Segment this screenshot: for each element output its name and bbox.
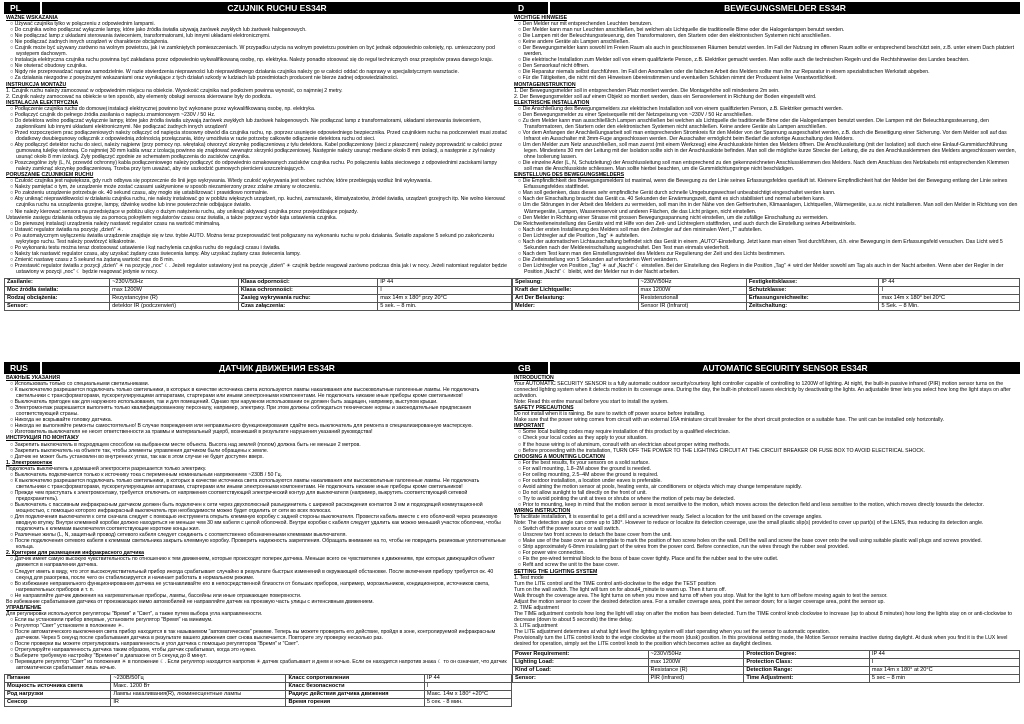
list-item: ○ Make use of the base cover as a template to mark the position of two screw holes on the wall. Drill the wall and screw the base cover onto the wall using suitable plastic wall plugs and screws provided.: [514, 538, 1018, 544]
list-item: ○ Try to avoid pointing the unit at trees or shrubs or where the motion of pets may be detected.: [514, 496, 1018, 502]
spec-value: 5 sek. – 8 min.: [378, 303, 512, 311]
paragraph: The LITE adjustment determines at what light level the lighting system will start operating when you set the sensor to automatic operation.: [514, 628, 831, 635]
spec-label: Czas załączenia:: [238, 303, 377, 311]
spec-value: Resistenzionall: [638, 295, 746, 303]
section-ru: [4, 362, 512, 722]
list-item: ○ Czułość czujnika jest największa, gdy ruch odbywa się poprzecznie do linii jego wykrywania. Wtedy czułość wykrywania jest wobec ruchów, które przebiegają wzdłuż linii wykrywania.: [6, 178, 510, 184]
list-item: ○ Przestawić regulator światła z pozycji „dzień” ☀ na pozycję „noc” ☾. Jeżeli regulator ustawiony jest na pozycję „dzień” ☀ czujnik będzie reagował zarówno podczas dnia jak i w nocy. Jeżeli natomiast regulator będzie ustawiony w pozycji „noc” ☾ będzie reagować jedynie w nocy.: [6, 263, 510, 275]
spec-label: Zasięg wykrywania ruchu:: [238, 295, 377, 303]
spec-label: Schutzklasse:: [746, 287, 879, 295]
section-heading: PORUSZANIE CZUJNIKIEM RUCHU: [6, 172, 94, 179]
spec-table: [4, 674, 512, 707]
list-item: ○ Nach der automatischen Lichtausschaltung befindet sich das Gerät in einem „AUTO”-Einstellung. Jetzt kann man einen Test durchführen, d.h. eine Bewegung in dem Erfassungsfeld versuchen. Das Licht wird 5 Sekunden nach der Meldereinschaltung ausgeschaltet. Den Test man einmals wiederholt.: [514, 239, 1018, 251]
section-heading: 1. Электромонтаж: [6, 459, 53, 466]
spec-value: I: [879, 287, 1020, 295]
spec-value: IR: [111, 699, 286, 707]
list-item: ○ Die Zeiteinstellung von 5 Sekunden auf erforderten Wert verändern.: [514, 257, 1018, 263]
spec-label: Мощность источника света: [5, 683, 111, 691]
list-item: ○ Prior to mounting, keep in mind that the motion sensor is most sensitive to the motion, which moves across the detection field and less sensitive to the motion, which moves directly towards the detector.: [514, 502, 1018, 508]
section-heading: INSTRUKCJA MONTAŻU: [6, 81, 67, 88]
list-item: ○ Закрепить выключатель на объекте так, чтобы элементы управления датчиком были обращены к земле.: [6, 448, 510, 454]
spec-value: max 14m x 180° at 20°C: [869, 667, 1019, 675]
paragraph: Turn the LITE control and the TIME control anti-clockwise to the edge the TEST position: [514, 580, 716, 587]
spec-value: Sensor IR (Infrarot): [638, 303, 746, 311]
section-title: ДАТЧИК ДВИЖЕНИЯ ES34R: [219, 363, 335, 373]
spec-value: I: [424, 683, 511, 691]
list-item: ○ Ustawić regulator światła na pozycję „dzień” ☀.: [6, 227, 510, 233]
list-item: ○ Nie podłączać żadnych innych urządzeń w charakterze obciążenia.: [6, 39, 510, 45]
list-item: ○ Die Lampen mit der Beleuchtungssteuerung, den Transformatoren, den Startern oder den elektronischen Systemen nicht anschließen.: [514, 33, 1018, 39]
list-item: ○ Aby uniknąć nieprawidłowości w działaniu czujnika ruchu, nie należy instalować go w pobliżu większych urządzeń, np. kuchni, zamrażarek, klimatyzatorów, źródeł światła, urządzeń grzejnych itp. Nie wolno kierować czujnika ruchu na urządzenia grzejne, lampy, dźwinkę wodne lub inne powierzchnie odbijające światło.: [6, 196, 510, 208]
list-item: ○ Vor dem Anfangen der Anschließungsarbeit soll man entsprechenden Stromkreis für den Melder von der Spannung ausgeschaltet werden, z.B. durch die Beseitigung einer Sicherung. Vor dem Melder soll auf das Infrarot ein Ausschalter mit 3mm-Fuge angeschlossen werden. Der Ausschalter ermöglicht beim Bedarf die sofortige Ausschaltung des Melders.: [514, 130, 1018, 142]
paragraph: 2. TIME adjustment: [514, 604, 559, 611]
list-item: ○ Выключатель с пассивным инфракрасным датчиком должен быть подключен к сети через двухполюсный разъединитель с шириной расхождения контактов 3 мм и подходящей коммутационной мощностью, с помощью которого инфракрасный выключатель при необходимости можно будет отделить от сети во всех полюсах.: [6, 502, 510, 514]
spec-value: max 14m x 180° bei 20°C: [879, 295, 1020, 303]
spec-label: Класс безопасности: [286, 683, 424, 691]
spec-value: ~230V/50Hz: [110, 279, 239, 287]
paragraph: Walk through the coverage area. The light turns on when you move and turns off when you stop. Wait for the light to turn off before moving again to test the sensor.: [514, 592, 888, 599]
list-item: ○ Czujnik może być używany zarówno na wolnym powietrzu, jak i w zamkniętych pomieszczeniach. W przypadku użycia na wolnym powietrzu powinien on być jednak odpowiednio osłonięty, np. umieszczony pod występem dachowym.: [6, 45, 510, 57]
paragraph: 1. Test mode: [514, 574, 544, 581]
paragraph: Для регулировки используются регуляторы "Время" и "Свет", а также путем выбора угла направленности.: [6, 610, 263, 617]
spec-label: Klasa ochronności:: [238, 287, 377, 295]
list-item: ○ Закрепить выключатель в подходящем способом на выбранном месте объекта. Высота над землей (полом) должна быть не меньше 2 метров.: [6, 442, 510, 448]
list-item: ○ Выберите требуемую настройку "Времени" в диапазоне от 5 секунд до 8 минут.: [6, 653, 510, 659]
list-item: ○ Do pierwszej instalacji urządzenia należy nastawić regulator czasu na wartość minimalną.: [6, 221, 510, 227]
list-item: ○ Следует иметь в виду, что этот высокочувствительный прибор иногда срабатывает случайно в результате быстрых изменений в окружающей обстановке. После включения прибору требуется ок. 40 секунд для разогрева, после чего он стабилизируется и начинает работать в нормальном режиме.: [6, 569, 510, 581]
section-heading: WAŻNE WSKAZANIA: [6, 15, 58, 21]
list-item: ○ Za działania niezgodne z powyższymi wskazaniami oraz wynikające z tych działań szkody w ludziach lub przedmiotach producent nie bierze żadnej odpowiedzialności.: [6, 75, 510, 81]
list-item: ○ Датчик не может быть установлен во внутренних углах, так как в этом случае не будет доступен вверх.: [6, 454, 510, 460]
section-heading: SAFETY PRECAUTIONS: [514, 405, 574, 412]
section-heading: 2. Критерии для размещения инфракрасного датчика: [6, 550, 144, 557]
list-item: ○ Należy tak nastawić regulator czasu, aby uzyskać żądany czas świecenia lampy. Aby uzyskać żądany czas świecenia lampy.: [6, 251, 510, 257]
list-item: ○ If the house wiring is of aluminum, consult with an electrician about proper wiring methods.: [514, 442, 1018, 448]
list-item: ○ Den Sensorkauf nicht öffnen.: [514, 63, 1018, 69]
list-item: ○ Изготовитель выключателя не несет ответственности за травмы и материальный ущерб, возникший в результате нарушения указаний руководства!: [6, 429, 510, 435]
section-body: [512, 374, 1020, 647]
section-heading: EINSTELLUNG DES BEWEGUNGSMELDERS: [514, 172, 625, 179]
section-gb: [512, 362, 1020, 722]
section-header: [4, 362, 512, 374]
section-heading: WIRING INSTRUCTION: [514, 508, 571, 515]
list-item: ○ Switch off the power source or wall switch.: [514, 526, 1018, 532]
spec-label: Род нагрузки: [5, 691, 111, 699]
list-item: ○ Die elektrische Installation zum Melder soll von einem qualifizierte Person, z.B. Elektriker gemacht werden. Man sollte auch die technischen Regeln und die Rechtshinweise des Landes beachten.: [514, 57, 1018, 63]
spec-label: Sensor:: [513, 675, 649, 683]
spec-label: Erfassungsreichweite:: [746, 295, 879, 303]
section-body: [4, 374, 512, 671]
spec-label: Класс сопротивления: [286, 675, 424, 683]
paragraph: Provisionally turn the LITE control knob to the edge clockwise at the moon (dusk) position. In this provisional setting mode, the Motion Sensor remains inactive during daylight. At dusk when you find it is the LUX level desired for operation, simply set the LITE control knob to the position which becomes active as daylight declines.: [514, 635, 1008, 648]
spec-label: Lighting Load:: [513, 659, 649, 667]
list-item: ○ Po założeniu urządzenie potrzebuje ok. 40 sekund czasu, aby mogło się ustabilizować i prawidłowo normalnie.: [6, 190, 510, 196]
spec-value: ~230V/50Hz: [638, 279, 746, 287]
paragraph: Turn on the wall switch. The light will turn on for about4_minute to warm up. Then it turns off.: [514, 586, 727, 593]
spec-value: Лампы накаливания(R), люминесцентные лампы: [111, 691, 286, 699]
list-item: ○ Die einzelne Ader (L, N, Schutzleitung) der Anschlussleitung soll man entsprechend zu den gekennzeichneten Anschlussklemmen des Melders. Nach dem Anschluss des Netzkabels mit entsprechenden Klemmen soll man die Anschlusskiste schliessen. Man sollte hierbei beachten, um die Gummidichtungsringe nicht beschädigen.: [514, 160, 1018, 172]
list-item: ○ Po automatycznym wyłączeniu światła urządzenie znajduje się w tzw. trybie AUTO. Można teraz przeprowadzić test poligazany na wykonaniu ruchu w polu działania. Światło zapalone 5 sekund po zakończeniu wykrytego ruchu. Test należy powtórzyć kilkakrotnie.: [6, 233, 510, 245]
section-heading: MONTAGEINSTRUKTION: [514, 81, 576, 88]
paragraph: Adjust the motion sensor to cover the desired detection area. For a smaller coverage area, point the sensor down; for a larger coverage area, point the sensor up.: [514, 598, 885, 605]
list-item: ○ Den Lichtregler auf die Position „Tag” ☀ aufstellen.: [514, 233, 1018, 239]
list-item: ○ Należy pamiętać o tym, że urządzenie może zostać czasami uaktywnione w sposób niezamierzony przez zdalne zmiany w otoczeniu.: [6, 184, 510, 190]
section-heading: ИНСТРУКЦИЯ ПО МОНТАЖУ: [6, 435, 79, 442]
list-item: ○ Um die Störungen in der Arbeit des Melders zu vermeiden, soll man ihn in der Nähe von den Gefriertruhen, Klimaanlagen, Lichtquellen, Wärmegeräte, u.s.w. nicht installieren. Man soll den Melder in Richtung von den Wärmegeräte, Lampen, Wasserreservoir und anderen Flächen, die das Licht prägen, nicht einstellen.: [514, 202, 1018, 214]
spec-label: Zasilanie:: [5, 279, 110, 287]
list-item: ○ Отрегулируйте направленность датчика таким образом, чтобы датчик срабатывал, когда это нужно.: [6, 647, 510, 653]
spec-label: Protection Class:: [744, 659, 870, 667]
list-item: ○ Использовать только со специальными светильниками.: [6, 381, 510, 387]
spec-row: [5, 691, 512, 699]
spec-value: IP 44: [378, 279, 512, 287]
section-body: [4, 14, 512, 275]
list-item: ○ После подключения сетевого кабеля к клеммам светильника закрыть клеммную коробку. Проверить надежность закрепления. Обращать внимание на то, чтобы не повредить резиновые уплотнительные кольца.: [6, 538, 510, 550]
list-item: ○ Nie należy kierować sensora na przedsiężące w pobliżu ulicy o dużym natężeniu ruchu, aby uniknąć aktywacji czujnika przez przejeżdżające pojazdy.: [6, 209, 510, 215]
paragraph: Die Reichweiteneinstellung des Geräts wird mit Hilfe von den Zeit- und Lichtreglern stattfinden, und auch durch die Einstellung seines Arbeitswinkels.: [514, 220, 856, 227]
paragraph: 2. Der Bewegungsmelder soll auf einem Objekt so montiert werden, dass ein Sensorelement in Richtung der Boden eingestellt wird.: [514, 93, 817, 100]
spec-value: max 14m x 180° przy 20°C: [378, 295, 512, 303]
section-heading: INSTALACJA ELEKTRYCZNA: [6, 99, 79, 106]
list-item: ○ Nach der ersten Installierung des Melders soll man den Zeitregler auf den minimalen Wert „T” aufstellen.: [514, 227, 1018, 233]
spec-row: [513, 651, 1020, 659]
section-title: AUTOMATIC SECIURITY SENSOR ES34R: [702, 363, 868, 373]
spec-value: ~230V/50Hz: [648, 651, 744, 659]
section-heading: УПРАВЛЕНИЕ: [6, 604, 42, 611]
list-item: ○ Для подключения выключателя к сети сначала следует с помощью инструмента открыть клеммную коробку с задней стороны выключателя. Провести кабель вместе с его оболочкой через резиновую вводную втулку. Внутри клеммной коробки должно находиться не меньше чем 30 мм кабеля с целой оболочкой. Внутри коробки с кабеля следует удалить как можно меньший участок оболочки, чтобы подключить к клеммам выключателя соответствующие короткие концы жил.: [6, 514, 510, 532]
spec-label: Klasa odporności:: [238, 279, 377, 287]
list-item: ○ Различные жилы (L, N, защитный провод) сетевого кабеля следует соединить с соответственно обозначенными клеммами выключателя.: [6, 532, 510, 538]
spec-row: [513, 659, 1020, 667]
spec-value: Resistance (R): [648, 667, 744, 675]
list-item: ○ Używać czujnika tylko w połączeniu z odpowiednim lampami.: [6, 21, 510, 27]
list-item: ○ Der Bewegungsmelder kann sowohl im Freien Raum als auch in geschlossenen Räumen benutzt werden. Im Fall der Nutzung im offenen Raum sollte er entsprechend beschützt sein, z.B. unter einem Dach platziert werden.: [514, 45, 1018, 57]
paragraph: Note: The detection angle can come up to 180°. However to reduce or localize its detection coverage, use the small plastic slip(s) provided to cover up part(s) of the LENS, thus reducing its detection angle.: [514, 520, 984, 527]
paragraph: 2. Czujnik należy zamocować na obiekcie w ten sposób, aby elementy obsługi sensora skierowane były do podłoża.: [6, 93, 272, 100]
spec-label: Kraft der Lichtquelle:: [513, 287, 639, 295]
section-header: [4, 2, 512, 14]
spec-value: PIR (infrared): [648, 675, 744, 683]
paragraph: Note: Read this entire manual before you start to install the system.: [514, 399, 669, 406]
spec-row: [5, 675, 512, 683]
list-item: ○ Nigdy nie przeprowadzać napraw samodzielnie. W razie stwierdzenia nieprawności lub nieprawidłowego działania czujnika należy go w całości oddać do naprawy w specjalistycznym warsztacie.: [6, 69, 510, 75]
spec-value: I: [869, 659, 1019, 667]
section-heading: ELEKTRISCHE INSTALLATION: [514, 99, 590, 106]
section-title: BEWEGUNGSMELDER ES34R: [724, 3, 846, 13]
section-heading: SETTING THE LIGHTING SYSTEM: [514, 568, 598, 575]
spec-table: [512, 650, 1020, 683]
list-item: ○ Die Reparatur niemals selbst durchführen. Im Fall den Anomalien oder die falschen Arbeit des Melders sollte man ihn zur Reparatur in einem spezialistischen Werkstatt abgeben.: [514, 69, 1018, 75]
language-code: PL: [4, 2, 42, 14]
list-item: ○ Podłączyć czujnik do pełnego źródła zasilania o napięciu znamionowym ~230V / 50 Hz.: [6, 112, 510, 118]
section-heading: CHOOSING A MOUNTING LOCATION: [514, 453, 605, 460]
spec-row: [513, 667, 1020, 675]
list-item: ○ Zmienić nastawę czasu z 5 sekund na żądaną wartość max do 8 min.: [6, 257, 510, 263]
list-item: ○ Die Empfindlichkeit des Bewegungsmelders ist maximal, wenn die Bewegung zu der Linie seines Erfassungsfeldes querläuft ist. Kleinere Empfindlichkeit hat der Melder bei der Bewegung entlang der Linie seines Erfassungsfeldes stattfindet.: [514, 178, 1018, 190]
spec-value: 5 sec – 8 min: [869, 675, 1019, 683]
spec-row: [5, 699, 512, 707]
list-item: ○ Do czujnika wolno podłączać wyłącznie lampy, które jako źródła światła używają żarówek zwykłych lub żarówek halogenowych.: [6, 27, 510, 33]
list-item: ○ Никогда не вскрывайте головку датчика.: [6, 417, 510, 423]
list-item: ○ Если вы установили прибор впервые, установите регулятор "Время" на минимум.: [6, 617, 510, 623]
spec-label: Sensor:: [5, 303, 110, 311]
spec-label: Питание: [5, 675, 111, 683]
list-item: ○ После проверки вы можете отрегулировать направленность и угол датчика с помощью регуляторов "Время" и "Свет".: [6, 641, 510, 647]
spec-row: [513, 675, 1020, 683]
paragraph: To facilitate installation, it is essential to get a drill and a screwdriver ready. Select a location for the unit based on the coverage angles.: [514, 514, 823, 521]
section-header: [512, 2, 1020, 14]
language-code: GB: [512, 362, 550, 374]
list-item: ○ Den Melder nur mit entsprechenden Leuchten benutzen.: [514, 21, 1018, 27]
spec-label: Art Der Belastung:: [513, 295, 639, 303]
list-item: ○ Unscrew two front screws to detach the base cover from the unit.: [514, 532, 1018, 538]
list-item: ○ Электромонтаж разрешается выполнять только квалифицированному персоналу, например, электрику. При этом должны соблюдаться технические нормы и законодательные предписания соответствующей страны.: [6, 405, 510, 417]
list-item: ○ Den Melder in Richtung einer Strasse mit grossen Bewegungsspannung nicht einstellen, um die zufällige Einschaltung zu vermeiden.: [514, 215, 1018, 221]
spec-table: [512, 278, 1020, 311]
spec-value: 5 Sek. – 8 Min.: [879, 303, 1020, 311]
list-item: ○ Во избежание неправильного функционирования датчика не устанавливайте его в непосредственной близости от больших приборов, например, морозильников, кондиционеров, источников света, нагревательных приборов и т. п.: [6, 581, 510, 593]
list-item: ○ Zu dem Melder kann man ausschließlich Lampen anschließen bei welchen als Lichtquelle die traditionelle Birne oder die Halogenlampen benutzt werden. Die Lampen mit der Beleuchtungssteuerung, den Transformatoren, den Startern oder den elektronischen Systemen nicht anschließen. Keine andere Geräte als Lampen anschließen.: [514, 118, 1018, 130]
list-item: ○ Poszczególne żyły (L, N, przewód ochronny) kabla podłączeniowego należy podłączyć do odpowiednio oznakowanych zacisków czujnika ruchu. Po połączeniu kabla sieciowego z odpowiednimi zaciskami lampy należy zamknąć skrzynkę podłączeniową. Trzeba przy tym uważać, aby nie uszkodzić gumowych pierścieni uszczelniających.: [6, 160, 510, 172]
paragraph: Подключать выключатель к домашней электросети разрешается только электрику.: [6, 465, 207, 472]
spec-row: [5, 683, 512, 691]
list-item: ○ Check your local codes as they apply to your situation.: [514, 435, 1018, 441]
list-item: ○ Датчик имеет самую высокую чувствительность по отношению к тем движениям, которые происходят поперек датчика. Меньше всего он чувствителен к движениям, при которых движущийся объект движется в направлении датчика.: [6, 556, 510, 568]
spec-row: [5, 279, 512, 287]
paragraph: Do not install when it is raining. Be sure to switch off power source before installing.: [514, 411, 706, 418]
spec-label: Время горения: [286, 699, 424, 707]
list-item: ○ Nach dem Test kann man den Einstellungswinkel des Melders zur Regulierung der Zeit und des Lichts bestimmen.: [514, 251, 1018, 257]
list-item: ○ Nie podłączać lamp z układami sterowania świeceniem, transformatorami, lub innymi układami elektronicznymi.: [6, 33, 510, 39]
list-item: ○ Keine andere Geräte als Lampen anschließen.: [514, 39, 1018, 45]
section-heading: WICHTIGE HINWEISE: [514, 15, 568, 21]
paragraph: Your AUTOMATIC SECURITY SENSOR is a fully automatic outdoor security/courtesy light controller capable of controlling to 1200W of lighting. At night, the built-in passive infrared (PIR) motion sensor turns on the connected lighting system when it detects motion in its coverage area. During the day, the built-in photocell saves electricity by deactivating the lights. An adjustable timer lets you select how long the light stays on after activation.: [514, 381, 1011, 400]
spec-label: Сенсор: [5, 699, 111, 707]
list-item: ○ For wall mounting, 1.8–2M above the ground is needed.: [514, 466, 1018, 472]
paragraph: Ustawienie zasięgu działania odbywa się za pomocą pokrętłem regulatorów czasu oraz światła, a także poprzez wybór kąta ustawienia czujnika.: [6, 214, 338, 221]
list-item: ○ Instalacja elektryczna czujnika ruchu powinna być zakładana przez odpowiednio wykwalifikowaną osobę, np. elektryka. Należy ponadto stosować się do reguł technicznych oraz przepisów prawa danego kraju.: [6, 57, 510, 63]
section-de: [512, 2, 1020, 360]
spec-label: Festigkeitsklasse:: [746, 279, 879, 287]
list-item: ○ Die Anschließung des Bewegungsmelders zur elektrischen Installation soll von einem qualifizierten Person, z.B. Elektriker gemacht werden.: [514, 106, 1018, 112]
spec-label: Радиус действия датчика движения: [286, 691, 424, 699]
spec-value: IP 44: [424, 675, 511, 683]
list-item: ○ Der Melder kann man nur Leuchten anschließen, bei welchen als Lichtquelle die traditionelle Birne oder die Halogenlampen benutzt werden.: [514, 27, 1018, 33]
spec-row: [5, 295, 512, 303]
list-item: ○ К выключателю разрешается подключать только светильники, в которых в качестве источника света используются лампы накаливания или высоковольтные галогенные лампы. Не подключать светильники с трансформаторами, пускорегулирующими аппаратами, стартерами или иными электронными компонентами. Не подключать никакие иные приборы кроме светильников!: [6, 387, 510, 399]
section-heading: IMPORTANT: [514, 423, 545, 430]
list-item: ○ После автоматического выключения света прибор находится в так называемом "автоматическом" режиме. Теперь вы можете проверить его действие, пройдя в зоне, контролируемой инфракрасным датчиком. Через 5 секунд после срабатывания датчика в результате вашего движения свет снова выключается. Повторите эту проверку несколько раз.: [6, 629, 510, 641]
list-item: ○ Выключатель подключается только к источнику тока с переменным номинальным напряжением ~230В / 50 Гц.: [6, 472, 510, 478]
spec-label: Speisung:: [513, 279, 639, 287]
list-item: ○ Refit and screw the unit to the base cover.: [514, 562, 1018, 568]
spec-label: Melder:: [513, 303, 639, 311]
section-title: CZUJNIK RUCHU ES34R: [227, 3, 327, 13]
list-item: ○ Man soll gedenken, dass dieses sehr empfindliche Gerät durch schnelle Umgebungswechsel unbeabsichtigt eingeschaltet werden kann.: [514, 190, 1018, 196]
language-code: RUS: [4, 362, 42, 374]
list-item: ○ Регулятор "Свет" установите в положение ☀.: [6, 623, 510, 629]
list-item: ○ Fix the pre-wired terminal block to the boss of base cover tightly. Place and fix the rubber seal to the wire outlet.: [514, 556, 1018, 562]
list-item: ○ Nach der Einschaltung braucht das Gerät ca. 40 Sekunden der Erwärmungszeit, damit es sich stabilisiert und normal arbeiten kann.: [514, 196, 1018, 202]
section-pl: [4, 2, 512, 360]
spec-value: detektor IR (podczerwień): [110, 303, 239, 311]
spec-row: [5, 303, 512, 311]
list-item: ○ For the best results, fix your sensors on a solid surface.: [514, 460, 1018, 466]
spec-label: Kind of Load:: [513, 667, 649, 675]
paragraph: 1. Der Bewegungsmelder soll in entsprechenden Platz montiert werden. Die Montagehöhe soll mindestens 2m sein.: [514, 87, 780, 94]
list-item: ○ Do detektora wolno podłączać wyłącznie lampy, które jako źródła światła używają żarówek zwykłych lub żarówek halogenowych. Nie podłączać lamp z transformatorami, układami sterowania świeceniem, zapłonnikami lub innymi układami elektronicznymi. Nie podłączać żadnych innych urządzeń!: [6, 118, 510, 130]
list-item: ○ Den Bewegungsmelder zu einer Speisequelle mit der Netzspeisung von ~230V / 50 Hz anschließen.: [514, 112, 1018, 118]
spec-value: IP 44: [879, 279, 1020, 287]
spec-value: I: [378, 287, 512, 295]
list-item: ○ Не направляйте датчик движения на нагревательные приборы, лампы, бассейны или иные отражающие поверхности.: [6, 593, 510, 599]
list-item: ○ Przed rozpoczęciem prac podłączeniowych należy odłączyć od napięcia stosowny obwód dla czujnika ruchu, np. poprzez usunięcie odpowiedniego bezpiecznika. Przed czujnikiem ruchu na podczerwień musi zostać dodatkowy dwubiegunowy odłącznik z odpowiednią zdolnością przełączania, który umożliwia w razie potrzeby całkowite odłączenie detektora ruchu od sieci.: [6, 130, 510, 142]
list-item: ○ Before proceeding with the installation, TURN OFF THE POWER TO THE LIGHTING CIRCUIT AT THE CIRCUIT BREAKER OR FUSE BOX TO AVOID ELECTRICAL SHOCK.: [514, 448, 1018, 454]
spec-value: Макс. 1200 Вт: [111, 683, 286, 691]
spec-row: [513, 303, 1020, 311]
section-heading: INTRODUCTION: [514, 375, 554, 381]
spec-value: Макс. 14м x 180° +20°C: [424, 691, 511, 699]
list-item: ○ Podłączenie czujnika ruchu do domowej instalacji elektrycznej powinno być wykonane przez wykwalifikowaną osobę, np. elektryka.: [6, 106, 510, 112]
spec-value: ~230В/50Гц: [111, 675, 286, 683]
list-item: ○ Po wykonaniu testu można teraz dostosować ustawienie i kąt nachylenia czujnika ruchu do regulacji czasu i światła.: [6, 245, 510, 251]
spec-row: [5, 287, 512, 295]
paragraph: 1. Czujnik ruchu należy zamocować w odpowiednim miejscu na obiekcie. Wysokość czujnika nad podłożem powinna wynosić, co najmniej 2 metry.: [6, 87, 343, 94]
paragraph: The TIME adjustment controls how long the light will stay on after the motion has been detected. Turn the TIME control knob clockwise to increase (up to about 8 minutes) how long the lights stay on or anti-clockwise to decrease (down to about 5 seconds) the time delay.: [514, 610, 1013, 623]
spec-label: Protection Degree:: [744, 651, 870, 659]
spec-value: IP 44: [869, 651, 1019, 659]
list-item: ○ Переведите регулятор "Свет" из положения ☀ в положение ☾. Если регулятор находится напротив ☀ датчик срабатывает и днем и ночью. Если он находится напротив знака ☾ то он означает, что датчик автоматически срабатывает лишь ночью.: [6, 659, 510, 671]
paragraph: Make sure that the power wiring comes from circuit with an external 16A miniature circuit breaker for the short circuit protection or a suitable fuse. The unit can be installed only horizontally.: [514, 417, 944, 424]
list-item: ○ Für die Tätigkeiten, die nicht mit den Hinweisen übereinstimmen und eventuellen Schäden nimmt der Produzent keine Verantwortlichkeit.: [514, 75, 1018, 81]
list-item: ○ For ceiling mounting, 2.5–4M above the ground is required.: [514, 472, 1018, 478]
paragraph: Во избежание срабатывания датчика от проезжающих мимо автомобилей не направляйте датчик на проезжую часть улицы с интенсивным движением.: [6, 598, 374, 605]
spec-value: Rezystancyjne (R): [110, 295, 239, 303]
spec-row: [513, 287, 1020, 295]
list-item: ○ For power wire connection.: [514, 550, 1018, 556]
list-item: ○ Avoid aiming the motion sensor at pools, heating vents, air conditioners or objects which may change temperature rapidly.: [514, 484, 1018, 490]
list-item: ○ Выключатель пригоден как для наружного использования, так и для помещений. Однако при наружном использовании он должен быть защищен, например, выступом крыши.: [6, 399, 510, 405]
spec-value: max 1200W: [638, 287, 746, 295]
list-item: ○ Some local building codes may require installation of this product by a qualified electrician.: [514, 429, 1018, 435]
spec-value: 5 сек. - 8 мин.: [424, 699, 511, 707]
spec-label: Detection Range:: [744, 667, 870, 675]
spec-row: [513, 279, 1020, 287]
list-item: ○ Strip approximately 6-8mm insulating part of the wires from the power cord. Before connection, run the wires through the rubber seal provided.: [514, 544, 1018, 550]
section-heading: ВАЖНЫЕ УКАЗАНИЯ: [6, 375, 60, 381]
section-body: [512, 14, 1020, 275]
spec-label: Moc źródła światła:: [5, 287, 110, 295]
list-item: ○ Aby podłączyć detektor ruchu do sieci, należy najpierw (przy pomocy np. wkrętaka) otworzyć skrzynkę podłączeniową z tyłu detektora. Kabel podłączeniowy (sieci z płaszczem) należy poprowadzić w całości przez gumowaną tulejkę wlotową. Co najmniej 30 mm kabla wraz z izolacją powinno się znajdować wewnątrz skrzynki podłączeniowej. Następnie należy usunąć mediane około 8 mm izolacji, a następnie z żył należy usunąć około 8 mm izolacji. Żyły podłączyć zgodnie ze schematem podłączenia do zacisków czujnika.: [6, 142, 510, 160]
paragraph: 3. LITE adjustment: [514, 622, 558, 629]
list-item: ○ Nie otwierać obudowy czujnika.: [6, 63, 510, 69]
spec-label: Zeitschaltung:: [746, 303, 879, 311]
spec-label: Rodzaj obciążenia:: [5, 295, 110, 303]
list-item: ○ For outdoor installation, a location under eaves is preferable.: [514, 478, 1018, 484]
list-item: ○ Do not allow sunlight to fall directly on the front of unit.: [514, 490, 1018, 496]
spec-value: max 1200W: [110, 287, 239, 295]
spec-row: [513, 295, 1020, 303]
list-item: ○ Никогда не выполняйте ремонты самостоятельно! В случае повреждения или неправильного функционирования сдайте весь выключатель для ремонта в специализированную мастерскую.: [6, 423, 510, 429]
spec-value: max 1200W: [648, 659, 744, 667]
spec-table: [4, 278, 512, 311]
spec-label: Power Requirement:: [513, 651, 649, 659]
language-code: D: [512, 2, 550, 14]
list-item: ○ Den Lichtregler von Position „Tag” ☀ auf „Nacht” ☾ einstellen. Bei der Einstellung des Reglers in die Position „Tag” ☀ wird der Melder sowohl am Tag als auch in der Nacht arbeiten. Wenn aber der Regler in der Position „Nacht” ☾ bleibt, wird der Melder nur in der Nacht arbeiten.: [514, 263, 1018, 275]
list-item: ○ К выключателю разрешается подключать только светильники, в которых в качестве источника света используются лампы накаливания или высоковольтные галогенные лампы. Не подключать светильники с трансформаторами, пускорегулирующими аппаратами, стартерами или иными электронными компонентами. Не подключать никакие иные приборы кроме светильников!: [6, 478, 510, 490]
list-item: ○ Um den Melder zum Netz anzuschließen, soll man zuerst (mit einem Werkzeug) eine Anschlusskiste hinten des Melders öffnen. Die Anschlussleitung (mit der Isolation) soll durch eine Einlauf-Gummidurchführung legen. Mindestens 30 mm der Leitung mit der Isolation sollte sich in der Anschlusskiste befinden. Man soll die mögliche kurze Strecke der Leitung, die zu den Anschlussklemmen des Melders angeschlossen werden, ohne Isolierung lassen.: [514, 142, 1018, 160]
section-header: [512, 362, 1020, 374]
list-item: ○ Прежде чем приступать к электромонтажу, требуется отключить от напряжения соответствующий электрический контур для выключателя (например, выкрутить соответствующий сетевой предохранитель).: [6, 490, 510, 502]
spec-label: Time Adjustment:: [744, 675, 870, 683]
